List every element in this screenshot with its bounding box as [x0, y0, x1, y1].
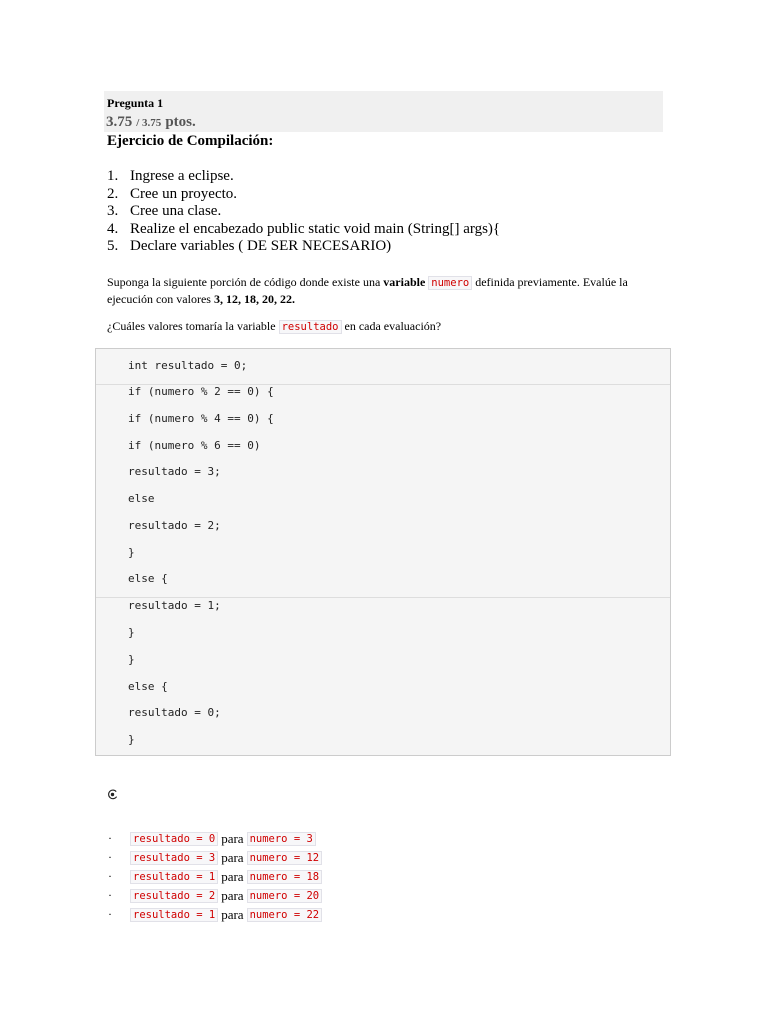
- answer-result: resultado = 1: [130, 870, 218, 884]
- answer-numero: numero = 18: [247, 870, 323, 884]
- steps-list: [107, 168, 500, 256]
- code-line: else {: [128, 680, 168, 693]
- answer-numero: numero = 3: [247, 832, 316, 846]
- inline-code-resultado: resultado: [279, 320, 342, 334]
- code-line: }: [128, 546, 135, 559]
- step-item: 1. Ingrese a eclipse.: [107, 168, 234, 184]
- answer-result: resultado = 2: [130, 889, 218, 903]
- code-line: }: [128, 653, 135, 666]
- question-score: [106, 113, 196, 131]
- question-paragraph: ¿Cuáles valores tomaría la variable resultado en cada evaluación?: [107, 319, 442, 333]
- score-total: / 3.75: [136, 117, 162, 129]
- code-line: if (numero % 2 == 0) {: [128, 385, 274, 398]
- code-line: else {: [128, 572, 168, 585]
- answer-item: · resultado = 1 para numero = 22: [108, 905, 322, 924]
- radio-selected-icon[interactable]: [107, 789, 118, 800]
- answer-result: resultado = 0: [130, 832, 218, 846]
- answer-result: resultado = 3: [130, 851, 218, 865]
- answer-item: · resultado = 0 para numero = 3: [108, 829, 322, 848]
- code-line: int resultado = 0;: [128, 359, 248, 372]
- code-block: [95, 348, 671, 756]
- inline-code-numero: numero: [428, 276, 472, 290]
- code-line: else: [128, 492, 155, 505]
- step-item: 5. Declare variables ( DE SER NECESARIO): [107, 238, 392, 255]
- score-unit: ptos.: [165, 114, 196, 130]
- answer-item: · resultado = 1 para numero = 18: [108, 867, 322, 886]
- code-line: }: [128, 626, 135, 639]
- step-item: 4. Realize el encabezado public static void main (String[] args){: [107, 220, 501, 237]
- answer-result: resultado = 1: [130, 908, 218, 922]
- prompt-paragraph: Suponga la siguiente porción de código donde existe una variable numero definida previamente. Evalúe la ejecución con valores 3, 12, 18, 20, 22.: [107, 275, 628, 306]
- code-line: }: [128, 733, 135, 746]
- code-line: resultado = 0;: [128, 706, 221, 719]
- answer-numero: numero = 22: [247, 908, 323, 922]
- step-item: 3. Cree una clase.: [107, 203, 222, 220]
- answer-item: · resultado = 2 para numero = 20: [108, 886, 322, 905]
- step-item: 2. Cree un proyecto.: [107, 185, 238, 202]
- score-obtained: 3.75: [106, 114, 133, 130]
- answers-list: [108, 829, 322, 924]
- code-line: resultado = 1;: [128, 599, 221, 612]
- code-line: resultado = 3;: [128, 465, 221, 478]
- code-line: if (numero % 6 == 0): [128, 439, 261, 452]
- question-title: Pregunta 1: [107, 96, 164, 110]
- exercise-title: Ejercicio de Compilación:: [107, 133, 274, 149]
- answer-numero: numero = 12: [247, 851, 323, 865]
- code-separator: [96, 597, 670, 598]
- code-line: resultado = 2;: [128, 519, 221, 532]
- code-line: if (numero % 4 == 0) {: [128, 412, 274, 425]
- answer-item: · resultado = 3 para numero = 12: [108, 848, 322, 867]
- answer-numero: numero = 20: [247, 889, 323, 903]
